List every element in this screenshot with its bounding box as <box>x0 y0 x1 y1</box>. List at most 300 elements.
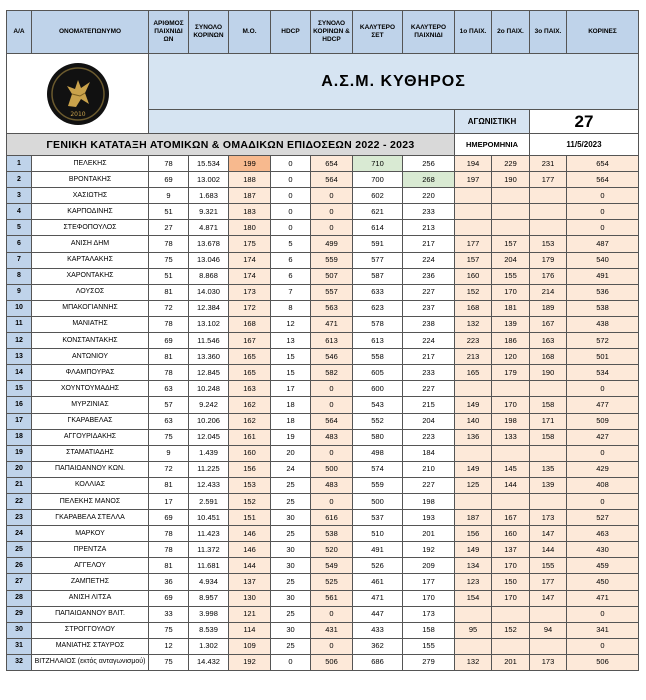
game2-cell <box>492 493 530 509</box>
game3-cell: 171 <box>530 413 567 429</box>
best-set-cell: 621 <box>353 204 403 220</box>
table-row <box>7 558 639 574</box>
hdcp-cell: 30 <box>271 510 311 526</box>
game3-cell: 177 <box>530 172 567 188</box>
rank-cell: 1 <box>7 156 32 172</box>
table-row <box>7 381 639 397</box>
game3-cell: 94 <box>530 622 567 638</box>
name-cell: ΑΝΤΩΝΙΟΥ <box>32 349 149 365</box>
table-row <box>7 365 639 381</box>
average-cell: 192 <box>229 654 271 670</box>
rank-cell: 21 <box>7 477 32 493</box>
best-set-cell: 491 <box>353 542 403 558</box>
rank-cell: 14 <box>7 365 32 381</box>
game2-cell <box>492 220 530 236</box>
average-cell: 188 <box>229 172 271 188</box>
best-set-cell: 710 <box>353 156 403 172</box>
hdcp-cell: 30 <box>271 590 311 606</box>
table-row <box>7 316 639 332</box>
pins-cell: 430 <box>567 542 639 558</box>
best-set-cell: 537 <box>353 510 403 526</box>
name-cell: ΦΛΑΜΠΟΥΡΑΣ <box>32 365 149 381</box>
col-game-1: 1ο ΠΑΙΧ. <box>455 11 492 54</box>
total-cell: 12.433 <box>189 477 229 493</box>
total-cell: 13.678 <box>189 236 229 252</box>
best-set-cell: 633 <box>353 284 403 300</box>
games-cell: 75 <box>149 429 189 445</box>
rank-cell: 13 <box>7 349 32 365</box>
name-cell: ΜΑΝΙΑΤΗΣ <box>32 316 149 332</box>
game2-cell: 155 <box>492 268 530 284</box>
name-cell: ΖΑΜΠΕΤΗΣ <box>32 574 149 590</box>
total-cell: 4.871 <box>189 220 229 236</box>
average-cell: 187 <box>229 188 271 204</box>
best-game-cell: 279 <box>403 654 455 670</box>
game2-cell: 229 <box>492 156 530 172</box>
game3-cell: 158 <box>530 397 567 413</box>
hdcp-cell: 30 <box>271 558 311 574</box>
game1-cell: 149 <box>455 542 492 558</box>
game3-cell: 135 <box>530 461 567 477</box>
best-game-cell: 217 <box>403 236 455 252</box>
game2-cell: 167 <box>492 510 530 526</box>
pins-cell: 477 <box>567 397 639 413</box>
games-cell: 78 <box>149 542 189 558</box>
average-cell: 144 <box>229 558 271 574</box>
game2-cell: 181 <box>492 300 530 316</box>
total-cell: 8.868 <box>189 268 229 284</box>
game3-cell: 190 <box>530 365 567 381</box>
game3-cell: 147 <box>530 590 567 606</box>
pins-cell: 0 <box>567 638 639 654</box>
ranking-sheet <box>6 10 638 671</box>
best-game-cell: 224 <box>403 252 455 268</box>
hdcp-cell: 15 <box>271 365 311 381</box>
pins-cell: 471 <box>567 590 639 606</box>
best-game-cell: 177 <box>403 574 455 590</box>
best-set-cell: 447 <box>353 606 403 622</box>
game1-cell: 134 <box>455 558 492 574</box>
game2-cell: 190 <box>492 172 530 188</box>
pins-cell: 572 <box>567 333 639 349</box>
rank-cell: 8 <box>7 268 32 284</box>
total-hdcp-cell: 471 <box>311 316 353 332</box>
table-row <box>7 172 639 188</box>
game1-cell: 132 <box>455 654 492 670</box>
table-row <box>7 477 639 493</box>
game3-cell <box>530 493 567 509</box>
game2-cell: 150 <box>492 574 530 590</box>
hdcp-cell: 5 <box>271 236 311 252</box>
rank-cell: 18 <box>7 429 32 445</box>
table-row <box>7 204 639 220</box>
game1-cell: 165 <box>455 365 492 381</box>
game3-cell <box>530 381 567 397</box>
hdcp-cell: 19 <box>271 429 311 445</box>
game2-cell: 137 <box>492 542 530 558</box>
total-hdcp-cell: 431 <box>311 622 353 638</box>
date-label: ΗΜΕΡΟΜΗΝΙΑ <box>455 134 530 156</box>
name-cell: ΠΕΛΕΚΗΣ ΜΑΝΟΣ <box>32 493 149 509</box>
pins-cell: 0 <box>567 220 639 236</box>
game1-cell: 136 <box>455 429 492 445</box>
rank-cell: 32 <box>7 654 32 670</box>
game1-cell: 149 <box>455 397 492 413</box>
total-hdcp-cell: 546 <box>311 349 353 365</box>
date-value: 11/5/2023 <box>530 134 639 156</box>
best-set-cell: 552 <box>353 413 403 429</box>
club-name: Α.Σ.Μ. ΚΥΘΗΡΟΣ <box>149 54 639 110</box>
game1-cell: 152 <box>455 284 492 300</box>
average-cell: 183 <box>229 204 271 220</box>
total-cell: 11.546 <box>189 333 229 349</box>
game1-cell <box>455 381 492 397</box>
best-game-cell: 184 <box>403 445 455 461</box>
rank-cell: 3 <box>7 188 32 204</box>
average-cell: 168 <box>229 316 271 332</box>
games-cell: 81 <box>149 284 189 300</box>
total-cell: 3.998 <box>189 606 229 622</box>
best-set-cell: 526 <box>353 558 403 574</box>
total-hdcp-cell: 564 <box>311 172 353 188</box>
game1-cell: 223 <box>455 333 492 349</box>
best-game-cell: 238 <box>403 316 455 332</box>
games-cell: 69 <box>149 172 189 188</box>
name-cell: ΓΚΑΡΑΒΕΛΑΣ <box>32 413 149 429</box>
total-hdcp-cell: 507 <box>311 268 353 284</box>
average-cell: 151 <box>229 510 271 526</box>
games-cell: 81 <box>149 558 189 574</box>
hdcp-cell: 0 <box>271 220 311 236</box>
total-hdcp-cell: 506 <box>311 654 353 670</box>
name-cell: ΚΑΡΤΑΛΑΚΗΣ <box>32 252 149 268</box>
table-row <box>7 606 639 622</box>
average-cell: 137 <box>229 574 271 590</box>
total-hdcp-cell: 654 <box>311 156 353 172</box>
pins-cell: 534 <box>567 365 639 381</box>
logo-year: 2010 <box>69 110 86 118</box>
table-row <box>7 236 639 252</box>
game2-cell: 133 <box>492 429 530 445</box>
best-game-cell: 209 <box>403 558 455 574</box>
game1-cell: 154 <box>455 590 492 606</box>
hdcp-cell: 25 <box>271 638 311 654</box>
best-set-cell: 558 <box>353 349 403 365</box>
total-cell: 8.539 <box>189 622 229 638</box>
total-cell: 13.046 <box>189 252 229 268</box>
game2-cell: 198 <box>492 413 530 429</box>
games-cell: 51 <box>149 204 189 220</box>
average-cell: 109 <box>229 638 271 654</box>
game2-cell: 160 <box>492 526 530 542</box>
table-row <box>7 429 639 445</box>
best-game-cell: 198 <box>403 493 455 509</box>
col-total: ΣΥΝΟΛΟ ΚΟΡΙΝΩΝ <box>189 11 229 54</box>
game2-cell: 152 <box>492 622 530 638</box>
name-cell: ΜΑΡΚΟΥ <box>32 526 149 542</box>
best-game-cell: 201 <box>403 526 455 542</box>
pins-cell: 536 <box>567 284 639 300</box>
game3-cell: 177 <box>530 574 567 590</box>
hdcp-cell: 18 <box>271 397 311 413</box>
pins-cell: 408 <box>567 477 639 493</box>
hdcp-cell: 20 <box>271 445 311 461</box>
game3-cell: 147 <box>530 526 567 542</box>
game1-cell: 95 <box>455 622 492 638</box>
average-cell: 114 <box>229 622 271 638</box>
club-logo-icon <box>47 63 109 125</box>
name-cell: ΚΟΛΛΙΑΣ <box>32 477 149 493</box>
total-cell: 14.432 <box>189 654 229 670</box>
total-hdcp-cell: 500 <box>311 461 353 477</box>
best-set-cell: 591 <box>353 236 403 252</box>
games-cell: 72 <box>149 461 189 477</box>
best-set-cell: 543 <box>353 397 403 413</box>
best-game-cell: 170 <box>403 590 455 606</box>
average-cell: 152 <box>229 493 271 509</box>
games-cell: 78 <box>149 316 189 332</box>
table-row <box>7 526 639 542</box>
total-cell: 13.360 <box>189 349 229 365</box>
total-cell: 1.683 <box>189 188 229 204</box>
best-set-cell: 580 <box>353 429 403 445</box>
col-total-hdcp: ΣΥΝΟΛΟ ΚΟΡΙΝΩΝ & HDCP <box>311 11 353 54</box>
games-cell: 69 <box>149 590 189 606</box>
best-game-cell: 233 <box>403 204 455 220</box>
table-row <box>7 220 639 236</box>
name-cell: ΜΥΡΖΙΝΙΑΣ <box>32 397 149 413</box>
total-hdcp-cell: 613 <box>311 333 353 349</box>
pins-cell: 0 <box>567 188 639 204</box>
name-cell: ΣΤΑΜΑΤΙΑΔΗΣ <box>32 445 149 461</box>
total-hdcp-cell: 525 <box>311 574 353 590</box>
rank-cell: 7 <box>7 252 32 268</box>
best-game-cell: 256 <box>403 156 455 172</box>
game2-cell: 120 <box>492 349 530 365</box>
name-cell: ΧΑΣΙΩΤΗΣ <box>32 188 149 204</box>
best-set-cell: 614 <box>353 220 403 236</box>
table-row <box>7 590 639 606</box>
table-row <box>7 397 639 413</box>
game2-cell <box>492 445 530 461</box>
best-game-cell: 227 <box>403 381 455 397</box>
table-row <box>7 188 639 204</box>
best-set-cell: 498 <box>353 445 403 461</box>
col-best-game: ΚΑΛΥΤΕΡΟ ΠΑΙΧΝΙΔΙ <box>403 11 455 54</box>
game2-cell: 186 <box>492 333 530 349</box>
season-number: 27 <box>530 110 639 134</box>
pins-cell: 438 <box>567 316 639 332</box>
game1-cell: 187 <box>455 510 492 526</box>
game1-cell: 213 <box>455 349 492 365</box>
hdcp-cell: 0 <box>271 188 311 204</box>
table-row <box>7 333 639 349</box>
hdcp-cell: 12 <box>271 316 311 332</box>
total-cell: 12.845 <box>189 365 229 381</box>
best-game-cell: 155 <box>403 638 455 654</box>
total-cell: 4.934 <box>189 574 229 590</box>
name-cell: ΣΤΡΟΓΓΟΥΛΟΥ <box>32 622 149 638</box>
game1-cell <box>455 188 492 204</box>
total-hdcp-cell: 549 <box>311 558 353 574</box>
game1-cell <box>455 220 492 236</box>
average-cell: 163 <box>229 381 271 397</box>
rank-cell: 4 <box>7 204 32 220</box>
pins-cell: 0 <box>567 204 639 220</box>
name-cell: ΠΡΕΝΤΖΑ <box>32 542 149 558</box>
pins-cell: 0 <box>567 445 639 461</box>
best-set-cell: 587 <box>353 268 403 284</box>
average-cell: 175 <box>229 236 271 252</box>
game1-cell: 177 <box>455 236 492 252</box>
games-cell: 81 <box>149 349 189 365</box>
rank-cell: 5 <box>7 220 32 236</box>
rank-cell: 15 <box>7 381 32 397</box>
name-cell: ΜΑΝΙΑΤΗΣ ΣΤΑΥΡΟΣ <box>32 638 149 654</box>
table-row <box>7 268 639 284</box>
pins-cell: 463 <box>567 526 639 542</box>
rank-cell: 2 <box>7 172 32 188</box>
total-cell: 2.591 <box>189 493 229 509</box>
game2-cell: 145 <box>492 461 530 477</box>
game1-cell: 156 <box>455 526 492 542</box>
best-game-cell: 227 <box>403 477 455 493</box>
games-cell: 63 <box>149 413 189 429</box>
hdcp-cell: 30 <box>271 622 311 638</box>
total-cell: 13.102 <box>189 316 229 332</box>
game1-cell: 132 <box>455 316 492 332</box>
game1-cell: 140 <box>455 413 492 429</box>
rank-cell: 25 <box>7 542 32 558</box>
total-cell: 1.439 <box>189 445 229 461</box>
hdcp-cell: 30 <box>271 542 311 558</box>
game2-cell: 144 <box>492 477 530 493</box>
games-cell: 75 <box>149 622 189 638</box>
best-set-cell: 510 <box>353 526 403 542</box>
game2-cell <box>492 638 530 654</box>
average-cell: 162 <box>229 413 271 429</box>
best-set-cell: 471 <box>353 590 403 606</box>
hdcp-cell: 24 <box>271 461 311 477</box>
game1-cell <box>455 493 492 509</box>
club-logo-cell <box>7 54 149 134</box>
game1-cell <box>455 638 492 654</box>
game3-cell <box>530 445 567 461</box>
game2-cell: 170 <box>492 397 530 413</box>
hdcp-cell: 25 <box>271 493 311 509</box>
games-cell: 78 <box>149 236 189 252</box>
game1-cell: 168 <box>455 300 492 316</box>
game3-cell: 153 <box>530 236 567 252</box>
total-cell: 8.957 <box>189 590 229 606</box>
table-row <box>7 252 639 268</box>
total-hdcp-cell: 0 <box>311 445 353 461</box>
col-game-3: 3ο ΠΑΙΧ. <box>530 11 567 54</box>
best-game-cell: 227 <box>403 284 455 300</box>
hdcp-cell: 25 <box>271 606 311 622</box>
hdcp-cell: 0 <box>271 172 311 188</box>
average-cell: 121 <box>229 606 271 622</box>
game3-cell <box>530 220 567 236</box>
best-set-cell: 602 <box>353 188 403 204</box>
best-game-cell: 217 <box>403 349 455 365</box>
game3-cell: 139 <box>530 477 567 493</box>
col-best-set: ΚΑΛΥΤΕΡΟ ΣΕΤ <box>353 11 403 54</box>
total-hdcp-cell: 0 <box>311 606 353 622</box>
game1-cell: 197 <box>455 172 492 188</box>
rank-cell: 11 <box>7 316 32 332</box>
games-cell: 33 <box>149 606 189 622</box>
name-cell: ΑΓΓΕΛΟΥ <box>32 558 149 574</box>
average-cell: 146 <box>229 542 271 558</box>
table-row <box>7 445 639 461</box>
rank-cell: 28 <box>7 590 32 606</box>
game2-cell: 204 <box>492 252 530 268</box>
best-game-cell: 236 <box>403 268 455 284</box>
best-game-cell: 233 <box>403 365 455 381</box>
pins-cell: 501 <box>567 349 639 365</box>
best-game-cell: 173 <box>403 606 455 622</box>
rank-cell: 17 <box>7 413 32 429</box>
games-cell: 69 <box>149 333 189 349</box>
total-hdcp-cell: 616 <box>311 510 353 526</box>
total-cell: 14.030 <box>189 284 229 300</box>
rank-cell: 19 <box>7 445 32 461</box>
table-row <box>7 349 639 365</box>
best-set-cell: 500 <box>353 493 403 509</box>
games-cell: 51 <box>149 268 189 284</box>
average-cell: 174 <box>229 252 271 268</box>
game1-cell: 194 <box>455 156 492 172</box>
col-game-2: 2ο ΠΑΙΧ. <box>492 11 530 54</box>
hdcp-cell: 6 <box>271 268 311 284</box>
game2-cell: 139 <box>492 316 530 332</box>
game3-cell <box>530 204 567 220</box>
col-hdcp: HDCP <box>271 11 311 54</box>
best-set-cell: 362 <box>353 638 403 654</box>
best-game-cell: 193 <box>403 510 455 526</box>
best-game-cell: 237 <box>403 300 455 316</box>
table-row <box>7 300 639 316</box>
total-hdcp-cell: 564 <box>311 413 353 429</box>
best-set-cell: 613 <box>353 333 403 349</box>
name-cell: ΣΤΕΦΟΠΟΥΛΟΣ <box>32 220 149 236</box>
total-cell: 11.225 <box>189 461 229 477</box>
best-set-cell: 574 <box>353 461 403 477</box>
sheet-title: ΓΕΝΙΚΗ ΚΑΤΑΤΑΞΗ ΑΤΟΜΙΚΩΝ & ΟΜΑΔΙΚΩΝ ΕΠΙΔΟΣΕΩΝ 2022 - 2023 <box>7 134 455 156</box>
table-row <box>7 510 639 526</box>
total-hdcp-cell: 483 <box>311 429 353 445</box>
name-cell: ΠΕΛΕΚΗΣ <box>32 156 149 172</box>
pins-cell: 506 <box>567 654 639 670</box>
game3-cell: 144 <box>530 542 567 558</box>
name-cell: ΧΑΡΟΝΤΑΚΗΣ <box>32 268 149 284</box>
name-cell: ΜΠΑΚΟΓΙΑΝΝΗΣ <box>32 300 149 316</box>
average-cell: 161 <box>229 429 271 445</box>
name-cell: ΚΑΡΠΟΔΙΝΗΣ <box>32 204 149 220</box>
pins-cell: 509 <box>567 413 639 429</box>
game2-cell: 170 <box>492 590 530 606</box>
rank-cell: 10 <box>7 300 32 316</box>
total-hdcp-cell: 499 <box>311 236 353 252</box>
average-cell: 146 <box>229 526 271 542</box>
game2-cell <box>492 204 530 220</box>
table-row <box>7 493 639 509</box>
games-cell: 9 <box>149 188 189 204</box>
games-cell: 78 <box>149 526 189 542</box>
total-cell: 11.681 <box>189 558 229 574</box>
games-cell: 36 <box>149 574 189 590</box>
